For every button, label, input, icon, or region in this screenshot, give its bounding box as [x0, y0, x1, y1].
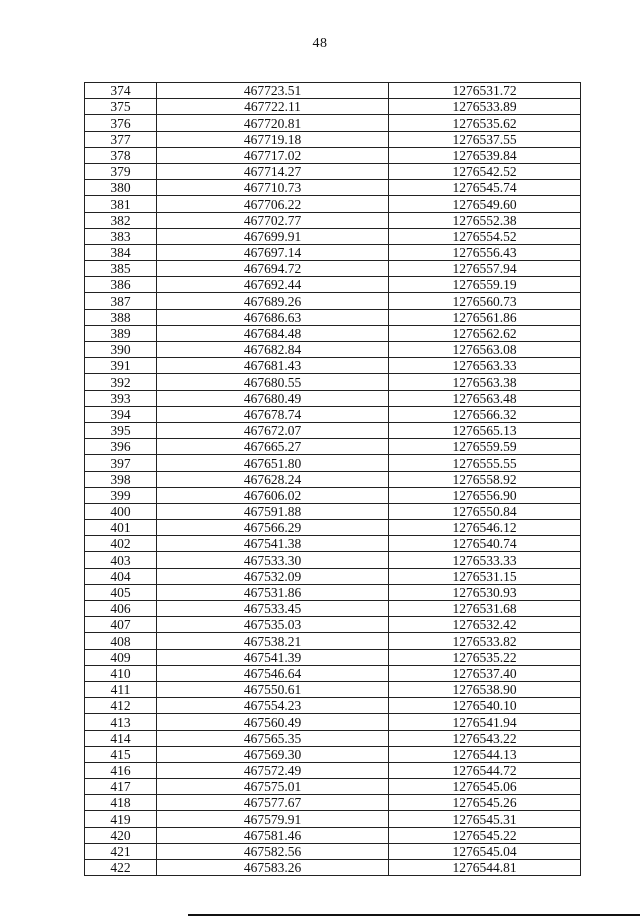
x-coordinate-cell: 467577.67 — [157, 795, 389, 811]
y-coordinate-cell: 1276565.13 — [389, 422, 581, 438]
coordinates-table-body — [85, 83, 581, 876]
x-coordinate-cell: 467533.30 — [157, 552, 389, 568]
y-coordinate-cell: 1276537.40 — [389, 665, 581, 681]
y-coordinate-cell: 1276561.86 — [389, 309, 581, 325]
x-coordinate-cell: 467582.56 — [157, 843, 389, 859]
table-row — [85, 439, 581, 455]
table-row — [85, 293, 581, 309]
table-row — [85, 843, 581, 859]
x-coordinate-cell: 467531.86 — [157, 584, 389, 600]
y-coordinate-cell: 1276555.55 — [389, 455, 581, 471]
x-coordinate-cell: 467665.27 — [157, 439, 389, 455]
point-number-cell: 375 — [85, 99, 157, 115]
x-coordinate-cell: 467689.26 — [157, 293, 389, 309]
table-row — [85, 261, 581, 277]
page-number: 48 — [312, 36, 328, 51]
x-coordinate-cell: 467694.72 — [157, 261, 389, 277]
point-number-cell: 385 — [85, 261, 157, 277]
x-coordinate-cell: 467684.48 — [157, 325, 389, 341]
table-row — [85, 131, 581, 147]
point-number-cell: 395 — [85, 422, 157, 438]
point-number-cell: 409 — [85, 649, 157, 665]
point-number-cell: 422 — [85, 860, 157, 876]
point-number-cell: 406 — [85, 601, 157, 617]
y-coordinate-cell: 1276531.68 — [389, 601, 581, 617]
point-number-cell: 387 — [85, 293, 157, 309]
table-row — [85, 779, 581, 795]
y-coordinate-cell: 1276531.72 — [389, 83, 581, 99]
x-coordinate-cell: 467565.35 — [157, 730, 389, 746]
point-number-cell: 414 — [85, 730, 157, 746]
y-coordinate-cell: 1276542.52 — [389, 163, 581, 179]
point-number-cell: 379 — [85, 163, 157, 179]
y-coordinate-cell: 1276563.48 — [389, 390, 581, 406]
table-row — [85, 762, 581, 778]
table-row — [85, 827, 581, 843]
table-row — [85, 390, 581, 406]
point-number-cell: 415 — [85, 746, 157, 762]
table-row — [85, 601, 581, 617]
y-coordinate-cell: 1276560.73 — [389, 293, 581, 309]
x-coordinate-cell: 467680.55 — [157, 374, 389, 390]
y-coordinate-cell: 1276545.22 — [389, 827, 581, 843]
coordinates-table — [84, 82, 581, 876]
point-number-cell: 421 — [85, 843, 157, 859]
table-row — [85, 358, 581, 374]
x-coordinate-cell: 467541.38 — [157, 536, 389, 552]
point-number-cell: 400 — [85, 503, 157, 519]
point-number-cell: 408 — [85, 633, 157, 649]
point-number-cell: 381 — [85, 196, 157, 212]
point-number-cell: 403 — [85, 552, 157, 568]
point-number-cell: 378 — [85, 147, 157, 163]
y-coordinate-cell: 1276544.72 — [389, 762, 581, 778]
point-number-cell: 391 — [85, 358, 157, 374]
y-coordinate-cell: 1276533.89 — [389, 99, 581, 115]
x-coordinate-cell: 467686.63 — [157, 309, 389, 325]
x-coordinate-cell: 467560.49 — [157, 714, 389, 730]
table-row — [85, 406, 581, 422]
table-row — [85, 374, 581, 390]
point-number-cell: 404 — [85, 568, 157, 584]
table-row — [85, 471, 581, 487]
y-coordinate-cell: 1276563.08 — [389, 342, 581, 358]
y-coordinate-cell: 1276533.33 — [389, 552, 581, 568]
bottom-rule — [188, 914, 640, 916]
point-number-cell: 397 — [85, 455, 157, 471]
point-number-cell: 405 — [85, 584, 157, 600]
y-coordinate-cell: 1276559.59 — [389, 439, 581, 455]
table-row — [85, 244, 581, 260]
y-coordinate-cell: 1276537.55 — [389, 131, 581, 147]
x-coordinate-cell: 467651.80 — [157, 455, 389, 471]
y-coordinate-cell: 1276532.42 — [389, 617, 581, 633]
x-coordinate-cell: 467546.64 — [157, 665, 389, 681]
x-coordinate-cell: 467575.01 — [157, 779, 389, 795]
x-coordinate-cell: 467541.39 — [157, 649, 389, 665]
point-number-cell: 418 — [85, 795, 157, 811]
point-number-cell: 411 — [85, 681, 157, 697]
y-coordinate-cell: 1276549.60 — [389, 196, 581, 212]
x-coordinate-cell: 467697.14 — [157, 244, 389, 260]
y-coordinate-cell: 1276535.22 — [389, 649, 581, 665]
y-coordinate-cell: 1276566.32 — [389, 406, 581, 422]
y-coordinate-cell: 1276540.10 — [389, 698, 581, 714]
table-row — [85, 552, 581, 568]
x-coordinate-cell: 467680.49 — [157, 390, 389, 406]
point-number-cell: 376 — [85, 115, 157, 131]
x-coordinate-cell: 467538.21 — [157, 633, 389, 649]
y-coordinate-cell: 1276554.52 — [389, 228, 581, 244]
point-number-cell: 398 — [85, 471, 157, 487]
table-row — [85, 228, 581, 244]
point-number-cell: 383 — [85, 228, 157, 244]
y-coordinate-cell: 1276545.04 — [389, 843, 581, 859]
y-coordinate-cell: 1276558.92 — [389, 471, 581, 487]
table-row — [85, 455, 581, 471]
y-coordinate-cell: 1276550.84 — [389, 503, 581, 519]
point-number-cell: 384 — [85, 244, 157, 260]
table-row — [85, 277, 581, 293]
x-coordinate-cell: 467714.27 — [157, 163, 389, 179]
x-coordinate-cell: 467720.81 — [157, 115, 389, 131]
y-coordinate-cell: 1276546.12 — [389, 520, 581, 536]
point-number-cell: 410 — [85, 665, 157, 681]
y-coordinate-cell: 1276545.06 — [389, 779, 581, 795]
x-coordinate-cell: 467554.23 — [157, 698, 389, 714]
point-number-cell: 390 — [85, 342, 157, 358]
table-row — [85, 309, 581, 325]
point-number-cell: 407 — [85, 617, 157, 633]
table-row — [85, 196, 581, 212]
point-number-cell: 420 — [85, 827, 157, 843]
table-row — [85, 617, 581, 633]
x-coordinate-cell: 467566.29 — [157, 520, 389, 536]
y-coordinate-cell: 1276543.22 — [389, 730, 581, 746]
y-coordinate-cell: 1276559.19 — [389, 277, 581, 293]
point-number-cell: 382 — [85, 212, 157, 228]
table-row — [85, 212, 581, 228]
point-number-cell: 377 — [85, 131, 157, 147]
y-coordinate-cell: 1276545.26 — [389, 795, 581, 811]
x-coordinate-cell: 467723.51 — [157, 83, 389, 99]
y-coordinate-cell: 1276540.74 — [389, 536, 581, 552]
y-coordinate-cell: 1276541.94 — [389, 714, 581, 730]
y-coordinate-cell: 1276539.84 — [389, 147, 581, 163]
point-number-cell: 394 — [85, 406, 157, 422]
point-number-cell: 416 — [85, 762, 157, 778]
x-coordinate-cell: 467532.09 — [157, 568, 389, 584]
x-coordinate-cell: 467702.77 — [157, 212, 389, 228]
point-number-cell: 396 — [85, 439, 157, 455]
x-coordinate-cell: 467682.84 — [157, 342, 389, 358]
table-row — [85, 115, 581, 131]
table-row — [85, 681, 581, 697]
table-row — [85, 795, 581, 811]
point-number-cell: 399 — [85, 487, 157, 503]
x-coordinate-cell: 467606.02 — [157, 487, 389, 503]
x-coordinate-cell: 467681.43 — [157, 358, 389, 374]
y-coordinate-cell: 1276531.15 — [389, 568, 581, 584]
x-coordinate-cell: 467569.30 — [157, 746, 389, 762]
x-coordinate-cell: 467692.44 — [157, 277, 389, 293]
table-row — [85, 860, 581, 876]
y-coordinate-cell: 1276562.62 — [389, 325, 581, 341]
table-row — [85, 487, 581, 503]
point-number-cell: 401 — [85, 520, 157, 536]
point-number-cell: 380 — [85, 180, 157, 196]
table-row — [85, 520, 581, 536]
x-coordinate-cell: 467591.88 — [157, 503, 389, 519]
x-coordinate-cell: 467672.07 — [157, 422, 389, 438]
table-row — [85, 536, 581, 552]
y-coordinate-cell: 1276563.33 — [389, 358, 581, 374]
y-coordinate-cell: 1276535.62 — [389, 115, 581, 131]
table-row — [85, 698, 581, 714]
y-coordinate-cell: 1276544.81 — [389, 860, 581, 876]
table-row — [85, 633, 581, 649]
point-number-cell: 374 — [85, 83, 157, 99]
table-row — [85, 584, 581, 600]
table-row — [85, 730, 581, 746]
y-coordinate-cell: 1276557.94 — [389, 261, 581, 277]
y-coordinate-cell: 1276544.13 — [389, 746, 581, 762]
point-number-cell: 393 — [85, 390, 157, 406]
x-coordinate-cell: 467579.91 — [157, 811, 389, 827]
x-coordinate-cell: 467717.02 — [157, 147, 389, 163]
table-row — [85, 325, 581, 341]
table-row — [85, 180, 581, 196]
table-row — [85, 342, 581, 358]
x-coordinate-cell: 467710.73 — [157, 180, 389, 196]
table-row — [85, 811, 581, 827]
x-coordinate-cell: 467583.26 — [157, 860, 389, 876]
point-number-cell: 402 — [85, 536, 157, 552]
point-number-cell: 386 — [85, 277, 157, 293]
x-coordinate-cell: 467535.03 — [157, 617, 389, 633]
y-coordinate-cell: 1276545.31 — [389, 811, 581, 827]
table-row — [85, 714, 581, 730]
point-number-cell: 392 — [85, 374, 157, 390]
table-row — [85, 568, 581, 584]
x-coordinate-cell: 467628.24 — [157, 471, 389, 487]
table-row — [85, 147, 581, 163]
table-row — [85, 83, 581, 99]
x-coordinate-cell: 467533.45 — [157, 601, 389, 617]
y-coordinate-cell: 1276545.74 — [389, 180, 581, 196]
x-coordinate-cell: 467581.46 — [157, 827, 389, 843]
table-row — [85, 99, 581, 115]
point-number-cell: 389 — [85, 325, 157, 341]
y-coordinate-cell: 1276530.93 — [389, 584, 581, 600]
x-coordinate-cell: 467678.74 — [157, 406, 389, 422]
point-number-cell: 417 — [85, 779, 157, 795]
table-row — [85, 503, 581, 519]
y-coordinate-cell: 1276552.38 — [389, 212, 581, 228]
y-coordinate-cell: 1276556.90 — [389, 487, 581, 503]
table-row — [85, 746, 581, 762]
point-number-cell: 388 — [85, 309, 157, 325]
point-number-cell: 412 — [85, 698, 157, 714]
table-row — [85, 163, 581, 179]
point-number-cell: 419 — [85, 811, 157, 827]
x-coordinate-cell: 467572.49 — [157, 762, 389, 778]
y-coordinate-cell: 1276533.82 — [389, 633, 581, 649]
x-coordinate-cell: 467722.11 — [157, 99, 389, 115]
table-row — [85, 649, 581, 665]
x-coordinate-cell: 467699.91 — [157, 228, 389, 244]
table-row — [85, 422, 581, 438]
y-coordinate-cell: 1276556.43 — [389, 244, 581, 260]
y-coordinate-cell: 1276563.38 — [389, 374, 581, 390]
x-coordinate-cell: 467719.18 — [157, 131, 389, 147]
point-number-cell: 413 — [85, 714, 157, 730]
x-coordinate-cell: 467706.22 — [157, 196, 389, 212]
y-coordinate-cell: 1276538.90 — [389, 681, 581, 697]
table-row — [85, 665, 581, 681]
x-coordinate-cell: 467550.61 — [157, 681, 389, 697]
